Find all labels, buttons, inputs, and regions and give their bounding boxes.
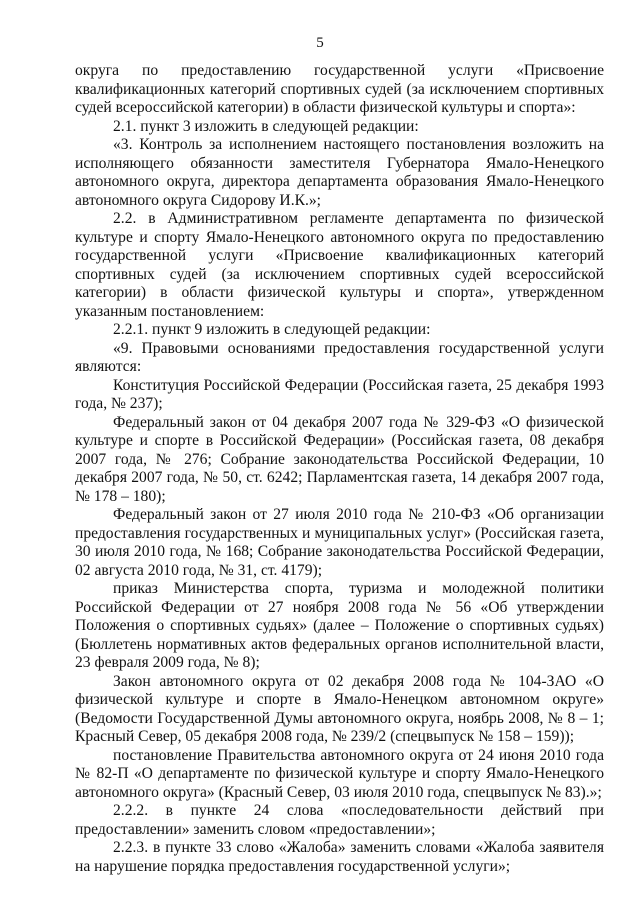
- paragraph-7: Федеральный закон от 04 декабря 2007 года № 329-ФЗ «О физической культуре и спорте в Российской Федерации» (Российская газета, 08 декабря 2007 года, № 276; Собрание законодательства Российской Федерации, 10 декабря 2007 года, № 50, ст. 6242; Парламентская газета, 14 декабря 2007 года, № 178 – 180);: [75, 413, 604, 505]
- paragraph-3: 2.2. в Административном регламенте департамента по физической культуре и спорту Ямало-Ненецкого автономного округа по предоставлению государственной услуги «Присвоение квалификационных категорий спортивных судей (за исключением спортивных судей всероссийской категории) в области физической культуры и спорта», утвержденном указанным постановлением:: [75, 210, 604, 320]
- paragraph-4: 2.2.1. пункт 9 изложить в следующей редакции:: [113, 321, 431, 338]
- paragraph-5: «9. Правовыми основаниями предоставления государственной услуги являются:: [75, 339, 604, 375]
- paragraph-12: 2.2.2. в пункте 24 слова «последовательности действий при предоставлении» заменить словом «предоставлении»;: [75, 802, 604, 838]
- paragraph-10: Закон автономного округа от 02 декабря 2008 года № 104-ЗАО «О физической культуре и спорте в Ямало-Ненецком автономном округе» (Ведомости Государственной Думы автономного округа, ноябрь 2008, № 8 – 1; Красный Север, 05 декабря 2008 года, № 239/2 (спецвыпуск № 158 – 159));: [75, 672, 604, 745]
- page-number: 5: [316, 35, 324, 51]
- paragraph-2: «3. Контроль за исполнением настоящего постановления возложить на исполняющего обязанности заместителя Губернатора Ямало-Ненецкого автономного округа, директора департамента образования Ямало-Ненецкого автономного округа Сидорову И.К.»;: [75, 136, 604, 209]
- paragraph-6: Конституция Российской Федерации (Российская газета, 25 декабря 1993 года, № 237);: [75, 376, 604, 412]
- paragraph-13: 2.2.3. в пункте 33 слово «Жалоба» заменить словами «Жалоба заявителя на нарушение порядка предоставления государственной услуги»;: [75, 839, 604, 875]
- paragraph-1: 2.1. пункт 3 изложить в следующей редакции:: [113, 117, 419, 135]
- paragraph-9: приказ Министерства спорта, туризма и молодежной политики Российской Федерации от 27 ноября 2008 года № 56 «Об утверждении Положения о спортивных судьях» (далее – Положение о спортивных судьях) (Бюллетень нормативных актов федеральных органов исполнительной власти, 23 февраля 2009 года, № 8);: [75, 580, 604, 671]
- paragraph-11: постановление Правительства автономного округа от 24 июня 2010 года № 82-П «О департаменте по физической культуре и спорту Ямало-Ненецкого автономного округа» (Красный Север, 03 июля 2010 года, спецвыпуск № 83).»;: [75, 746, 604, 801]
- document-body: [75, 62, 604, 876]
- paragraph-8: Федеральный закон от 27 июля 2010 года № 210-ФЗ «Об организации предоставления государственных и муниципальных услуг» (Российская газета, 30 июля 2010 года, № 168; Собрание законодательства Российской Федерации, 02 августа 2010 года, № 31, ст. 4179);: [75, 506, 604, 579]
- paragraph-0: округа по предоставлению государственной услуги «Присвоение квалификационных категорий спортивных судей (за исключением спортивных судей всероссийской категории) в области физической культуры и спорта»:: [75, 62, 604, 116]
